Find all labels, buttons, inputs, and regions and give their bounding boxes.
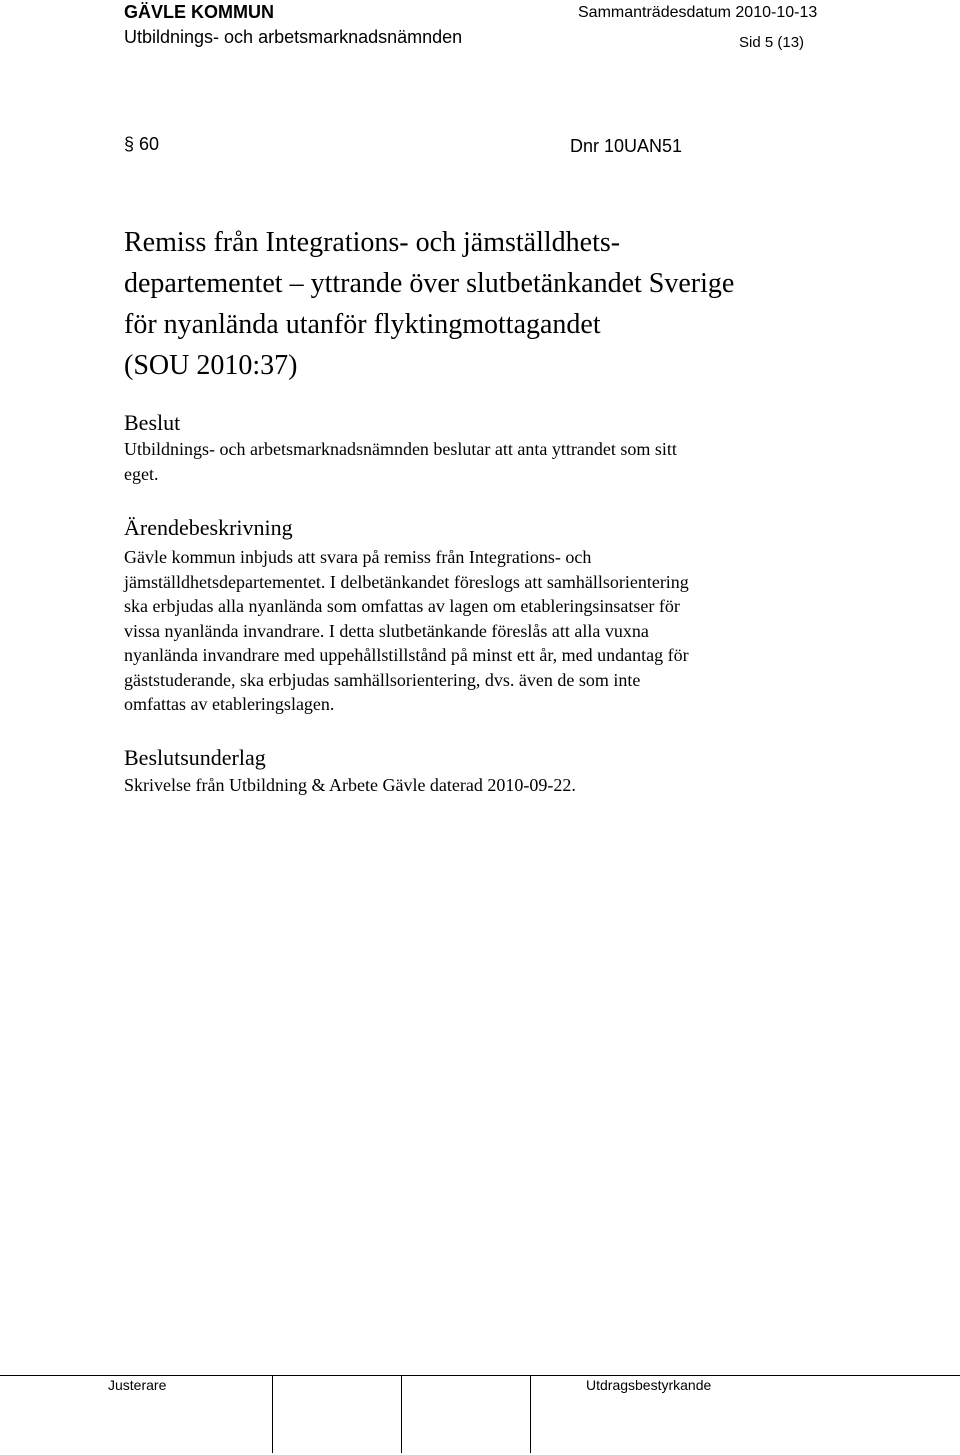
footer-divider — [0, 1375, 960, 1376]
text-line: omfattas av etableringslagen. — [124, 694, 335, 714]
section-number: § 60 — [124, 134, 160, 154]
footer-column-divider — [401, 1375, 402, 1453]
text-line: Utbildnings- och arbetsmarknadsnämnden beslutar att anta yttrandet som sitt — [124, 439, 677, 459]
beslut-text — [124, 437, 824, 486]
title-line: (SOU 2010:37) — [124, 350, 298, 381]
footer-column-divider — [272, 1375, 273, 1453]
text-line: vissa nyanlända invandrare. I detta slutbetänkande föreslås att alla vuxna — [124, 620, 649, 641]
title-line: Remiss från Integrations- och jämställdhets- — [124, 227, 621, 258]
text-line: jämställdhetsdepartementet. I delbetänkandet föreslogs att samhällsorientering — [124, 571, 689, 592]
diary-number: Dnr 10UAN51 — [570, 136, 683, 156]
committee-name: Utbildnings- och arbetsmarknadsnämnden — [124, 27, 463, 47]
document-title — [124, 222, 844, 386]
beslut-heading: Beslut — [124, 410, 181, 435]
title-line: departementet – yttrande över slutbetänkandet Sverige — [124, 268, 735, 299]
title-line: för nyanlända utanför flyktingmottagandet — [124, 309, 601, 340]
text-line: eget. — [124, 463, 159, 484]
footer-column-divider — [530, 1375, 531, 1453]
text-line: Gävle kommun inbjuds att svara på remiss från Integrations- och — [124, 547, 592, 567]
justerare-label: Justerare — [108, 1377, 167, 1393]
meeting-date: Sammanträdesdatum 2010-10-13 — [578, 4, 818, 21]
page-number: Sid 5 (13) — [739, 34, 805, 51]
organization-name: GÄVLE KOMMUN — [124, 2, 274, 22]
arendebeskrivning-heading: Ärendebeskrivning — [124, 515, 293, 540]
text-line: gäststuderande, ska erbjudas samhällsorientering, dvs. även de som inte — [124, 669, 641, 690]
text-line: Skrivelse från Utbildning & Arbete Gävle daterad 2010-09-22. — [124, 775, 576, 795]
utdragsbestyrkande-label: Utdragsbestyrkande — [586, 1377, 712, 1393]
beslutsunderlag-text — [124, 773, 824, 798]
arendebeskrivning-text — [124, 545, 824, 717]
text-line: nyanlända invandrare med uppehållstillstånd på minst ett år, med undantag för — [124, 645, 689, 665]
text-line: ska erbjudas alla nyanlända som omfattas av lagen om etableringsinsatser för — [124, 596, 680, 616]
beslutsunderlag-heading: Beslutsunderlag — [124, 745, 266, 770]
